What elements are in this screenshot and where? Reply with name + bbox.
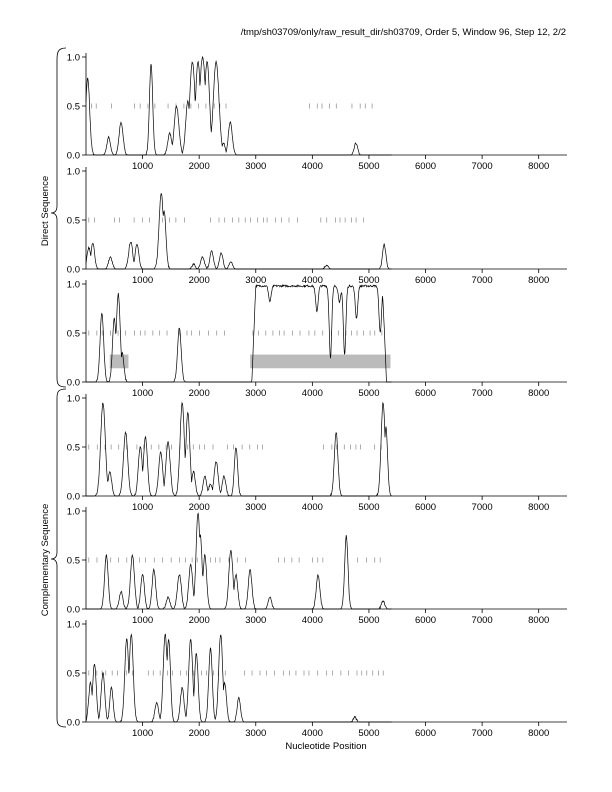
x-tick-label: 4000: [301, 275, 323, 286]
orf-bar: [250, 355, 390, 369]
panel-1: [67, 53, 567, 173]
x-tick-label: 7000: [471, 161, 493, 172]
x-tick-label: 2000: [188, 161, 210, 172]
y-tick-label: 1.0: [66, 506, 80, 518]
x-tick-label: 3000: [245, 502, 267, 513]
y-tick-label: 1.0: [66, 52, 80, 64]
group-label-complementary: Complementary Sequence: [40, 503, 51, 617]
x-tick-label: 1000: [132, 161, 154, 172]
y-tick-label: 0.5: [66, 101, 80, 113]
y-tick-label: 0.0: [66, 604, 80, 616]
panel-5: [67, 507, 567, 627]
x-tick-label: 2000: [188, 502, 210, 513]
group-label-direct: Direct Sequence: [40, 175, 51, 247]
x-tick-label: 8000: [528, 275, 550, 286]
x-tick-label: 6000: [414, 275, 437, 286]
y-tick-label: 1.0: [66, 166, 80, 178]
x-tick-label: 3000: [245, 615, 267, 626]
panel-2: [67, 167, 567, 287]
x-tick-label: 1000: [132, 615, 154, 626]
x-tick-label: 8000: [528, 728, 550, 739]
y-tick-label: 0.5: [66, 328, 80, 340]
x-tick-label: 8000: [528, 161, 550, 172]
panel-6: [67, 620, 567, 740]
y-tick-label: 0.0: [66, 150, 80, 162]
group-brace-direct: [51, 48, 66, 387]
x-tick-label: 6000: [414, 728, 437, 739]
x-tick-label: 2000: [188, 728, 210, 739]
x-tick-label: 4000: [301, 728, 323, 739]
x-tick-label: 3000: [245, 388, 267, 399]
x-tick-label: 2000: [188, 275, 210, 286]
group-brace-complementary: [51, 389, 66, 727]
x-tick-label: 5000: [358, 275, 380, 286]
x-tick-label: 6000: [414, 615, 437, 626]
probability-line: [86, 403, 392, 496]
x-tick-label: 3000: [245, 161, 267, 172]
x-tick-label: 2000: [188, 388, 210, 399]
x-tick-label: 6000: [414, 388, 437, 399]
probability-line: [86, 513, 392, 609]
x-tick-label: 7000: [471, 728, 493, 739]
probability-line: [86, 194, 392, 269]
y-tick-label: 0.0: [66, 717, 80, 729]
panel-4: [67, 394, 567, 514]
y-tick-label: 1.0: [66, 393, 80, 405]
x-tick-label: 4000: [301, 615, 323, 626]
y-tick-label: 0.5: [66, 442, 80, 454]
y-tick-label: 0.0: [66, 264, 80, 276]
y-tick-label: 0.5: [66, 555, 80, 567]
x-tick-label: 1000: [132, 388, 154, 399]
y-tick-label: 0.5: [66, 668, 80, 680]
x-tick-label: 7000: [471, 388, 493, 399]
panel-3: [67, 280, 567, 400]
x-tick-label: 6000: [414, 161, 437, 172]
x-tick-label: 5000: [358, 502, 380, 513]
x-tick-label: 3000: [245, 728, 267, 739]
header-text: /tmp/sh03709/only/raw_result_dir/sh03709, Order 5, Window 96, Step 12, 2/2: [240, 27, 566, 38]
y-tick-label: 0.0: [66, 377, 80, 389]
x-tick-label: 7000: [471, 275, 493, 286]
probability-line: [86, 57, 392, 155]
x-tick-label: 8000: [528, 502, 550, 513]
x-axis-title: Nucleotide Position: [285, 741, 367, 752]
y-tick-label: 1.0: [66, 619, 80, 631]
x-tick-label: 4000: [301, 388, 323, 399]
y-tick-label: 0.0: [66, 491, 80, 503]
x-tick-label: 7000: [471, 502, 493, 513]
x-tick-label: 5000: [358, 388, 380, 399]
x-tick-label: 1000: [132, 502, 154, 513]
x-tick-label: 3000: [245, 275, 267, 286]
x-tick-label: 1000: [132, 275, 154, 286]
orf-bar: [110, 355, 129, 369]
x-tick-label: 2000: [188, 615, 210, 626]
x-tick-label: 1000: [132, 728, 154, 739]
x-tick-label: 5000: [358, 161, 380, 172]
x-tick-label: 5000: [358, 728, 380, 739]
x-tick-label: 8000: [528, 615, 550, 626]
y-tick-label: 1.0: [66, 279, 80, 291]
x-tick-label: 6000: [414, 502, 437, 513]
x-tick-label: 7000: [471, 615, 493, 626]
y-tick-label: 0.5: [66, 215, 80, 227]
probability-line: [86, 634, 392, 722]
x-tick-label: 4000: [301, 161, 323, 172]
x-tick-label: 4000: [301, 502, 323, 513]
x-tick-label: 5000: [358, 615, 380, 626]
x-tick-label: 8000: [528, 388, 550, 399]
